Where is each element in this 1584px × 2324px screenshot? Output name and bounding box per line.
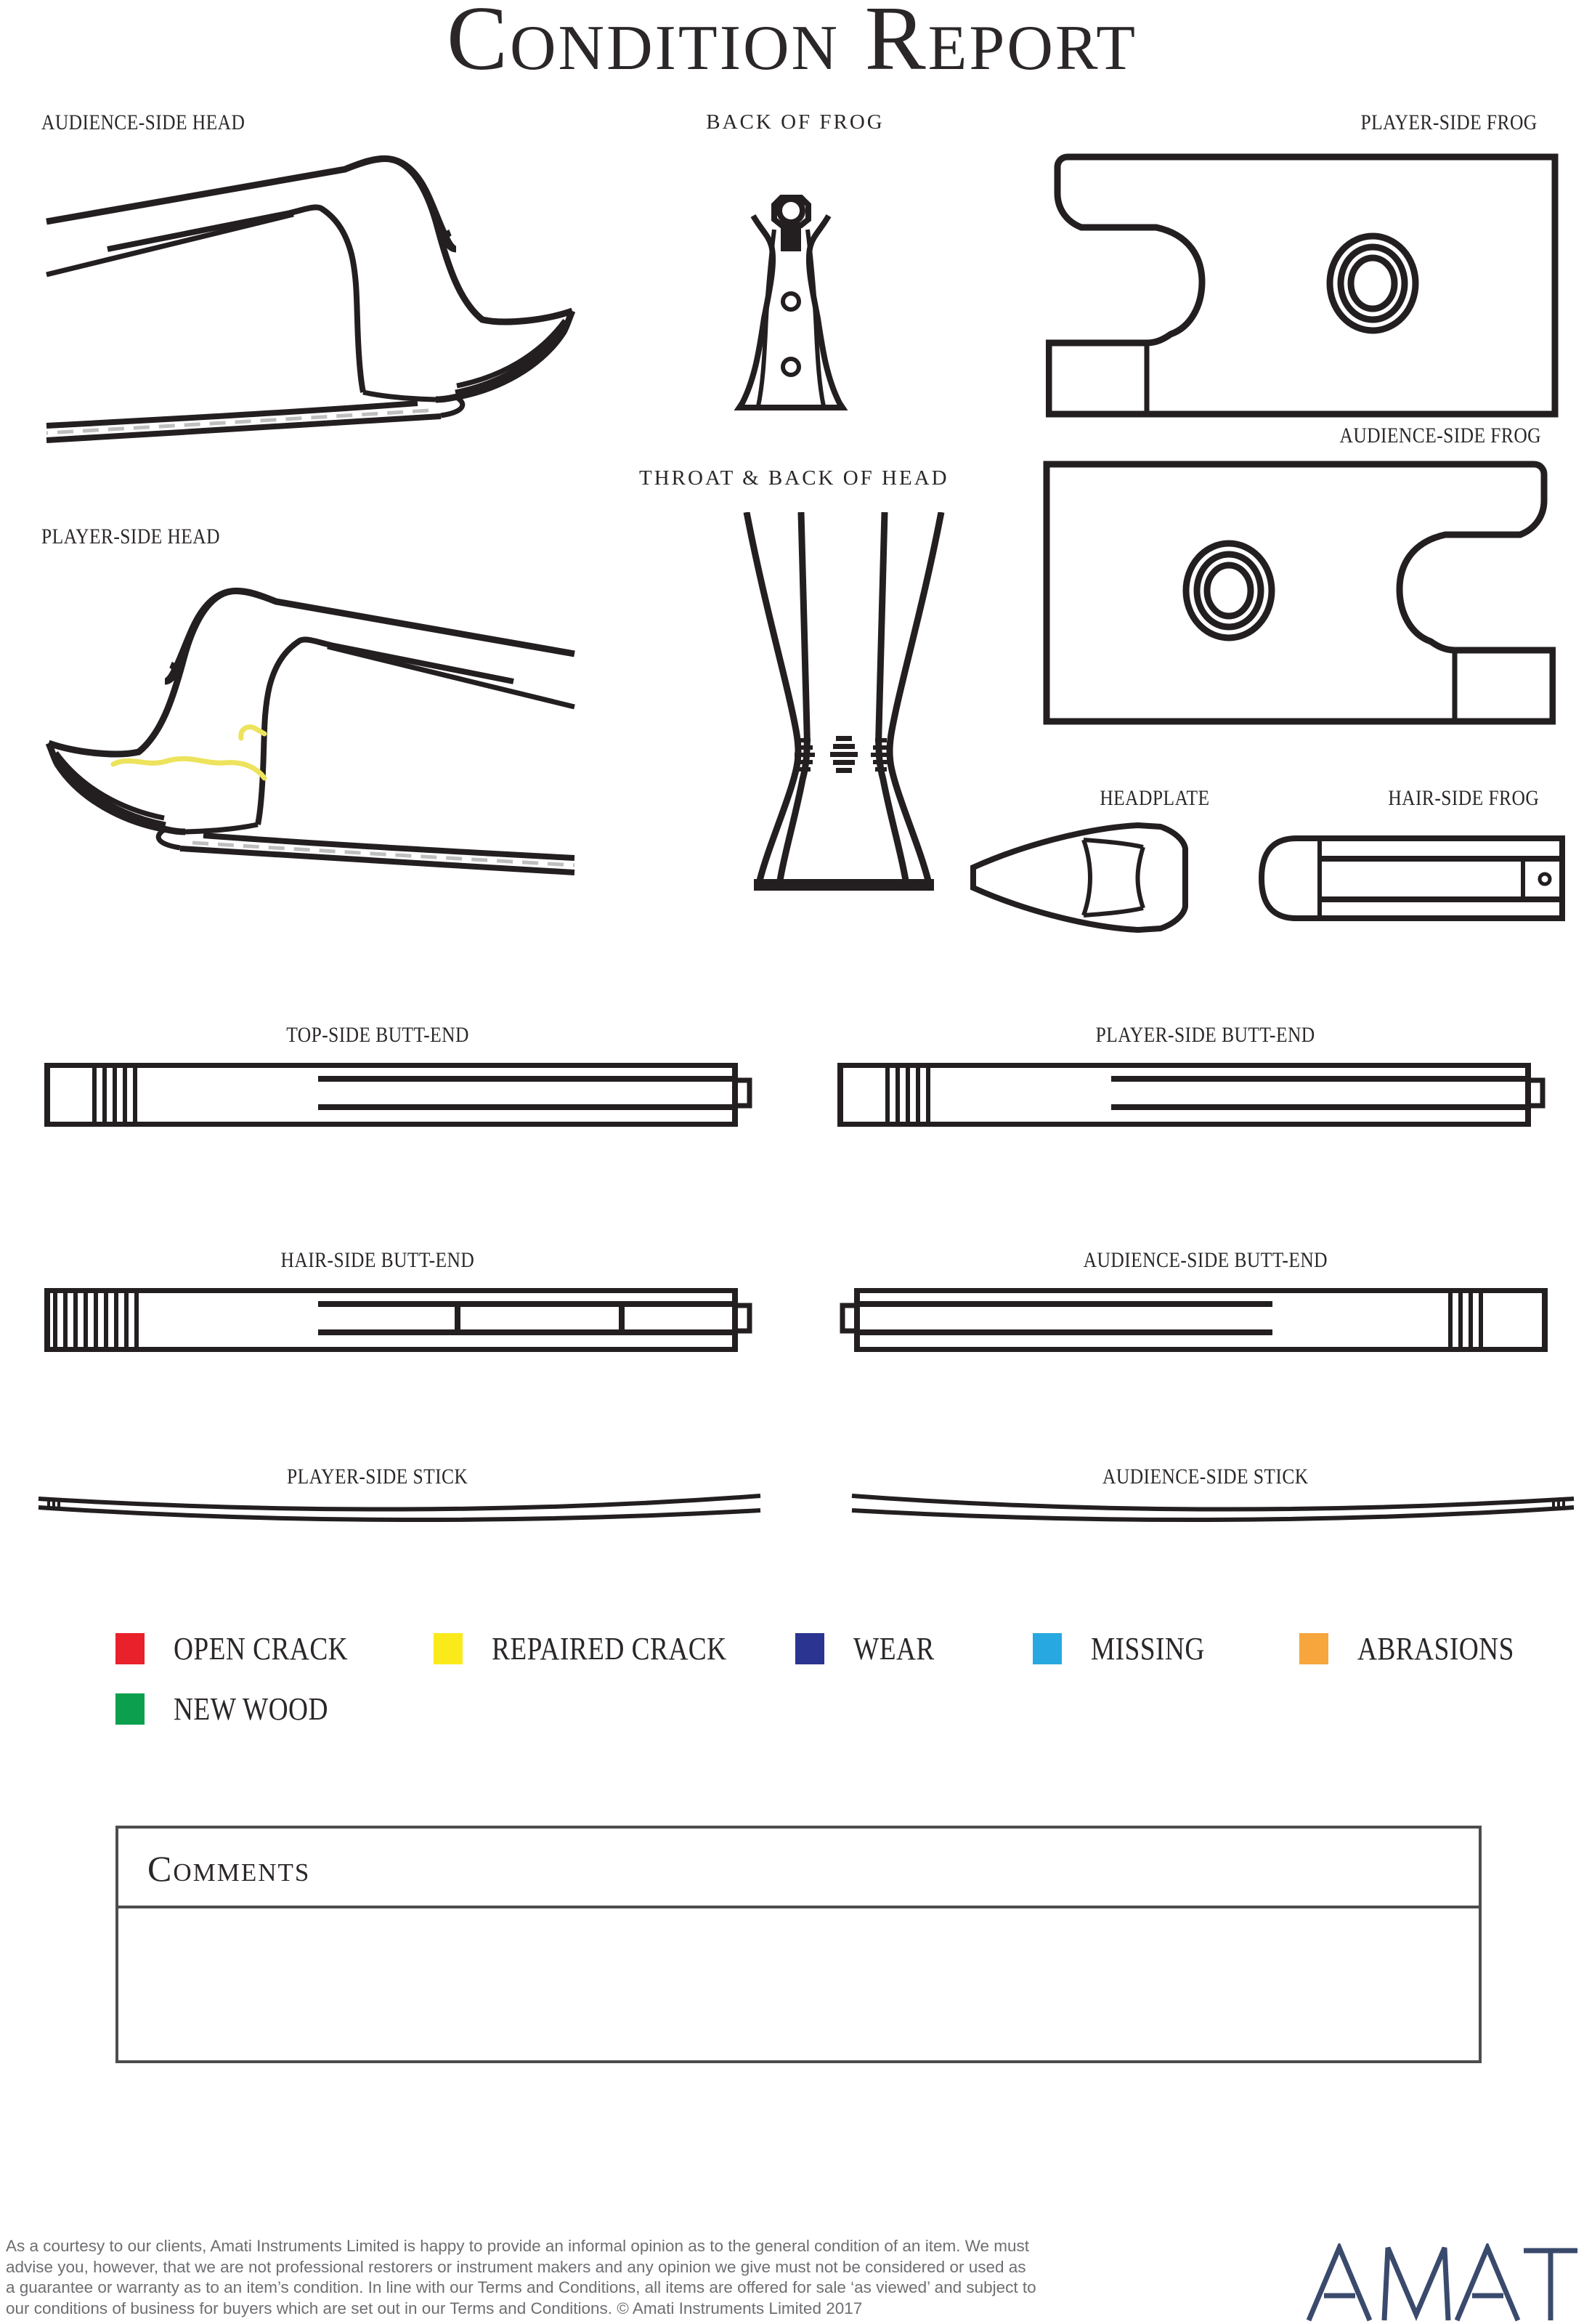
disclaimer-line: As a courtesy to our clients, Amati Instruments Limited is happy to provide an informal opinion as to the general condition of an item. We must [6,2237,1030,2255]
hair-side-frog-diagram [1253,835,1565,921]
label-player-side-stick: PLAYER-SIDE STICK [287,1465,468,1489]
label-hair-side-butt-end: HAIR-SIDE BUTT-END [280,1248,475,1272]
legend-item-wear [795,1630,949,1667]
audience-side-frog-diagram [1040,456,1556,725]
label-player-side-head: PLAYER-SIDE HEAD [41,525,220,548]
label-audience-side-head: AUDIENCE-SIDE HEAD [41,110,245,134]
throat-back-of-head-diagram [732,512,957,897]
label-hair-side-frog: HAIR-SIDE FROG [1388,786,1539,810]
player-side-frog-diagram [1046,149,1561,418]
legend-label: REPAIRED CRACK [492,1631,727,1667]
legend-label: NEW WOOD [174,1691,328,1727]
new-wood-swatch-icon [115,1693,145,1725]
repaired-crack-swatch-icon [434,1633,463,1664]
player-side-stick-diagram [33,1493,766,1526]
headplate-diagram [967,819,1211,936]
amati-logo [1301,2243,1584,2324]
label-player-side-butt-end: PLAYER-SIDE BUTT-END [1095,1023,1315,1047]
open-crack-swatch-icon [115,1633,145,1664]
disclaimer-line: advise you, however, that we are not professional restorers or instrument makers and any opinion we give must not be considered or used as [6,2257,1026,2276]
disclaimer-line: a guarantee or warranty as to an item’s condition. In line with our Terms and Conditions, all items are offered for sale ‘as viewed’ and subject to [6,2278,1036,2296]
legend-label: WEAR [853,1631,935,1667]
legend-item-missing [1033,1630,1224,1667]
comments-box [115,1826,1482,2063]
label-headplate: HEADPLATE [1100,786,1210,810]
hair-side-butt-end-diagram [44,1288,755,1352]
label-audience-side-butt-end: AUDIENCE-SIDE BUTT-END [1083,1248,1328,1272]
label-audience-side-stick: AUDIENCE-SIDE STICK [1102,1465,1309,1489]
legend-item-repaired-crack [434,1630,768,1667]
top-side-butt-end-diagram [44,1063,755,1127]
legend-item-new-wood [115,1691,355,1728]
player-side-head-diagram [36,574,588,886]
legend-label: OPEN CRACK [174,1631,349,1667]
label-throat-back-of-head: THROAT & BACK OF HEAD [639,466,949,490]
audience-side-head-diagram [33,142,585,454]
legend-item-abrasions [1299,1630,1542,1667]
back-of-frog-diagram [734,187,850,416]
missing-swatch-icon [1033,1633,1062,1664]
player-side-butt-end-diagram [837,1063,1548,1127]
wear-swatch-icon [795,1633,824,1664]
legend-label: ABRASIONS [1357,1631,1514,1667]
abrasions-swatch-icon [1299,1633,1328,1664]
label-top-side-butt-end: TOP-SIDE BUTT-END [286,1023,469,1047]
label-back-of-frog: BACK OF FROG [706,110,885,134]
audience-side-butt-end-diagram [837,1288,1548,1352]
label-player-side-frog: PLAYER-SIDE FROG [1360,110,1538,134]
label-audience-side-frog: AUDIENCE-SIDE FROG [1339,424,1542,448]
disclaimer-text [6,2236,1036,2319]
page-title: Condition Report [446,0,1138,89]
disclaimer-line: our conditions of business for buyers which are set out in our Terms and Conditions. © Amati Instruments Limited 2017 [6,2299,863,2317]
comments-title: Comments [147,1848,311,1889]
audience-side-stick-diagram [846,1493,1580,1526]
legend-label: MISSING [1091,1631,1205,1667]
comments-header [118,1829,1479,1908]
legend-item-open-crack [115,1630,379,1667]
comments-input-area[interactable] [118,1908,1479,2060]
